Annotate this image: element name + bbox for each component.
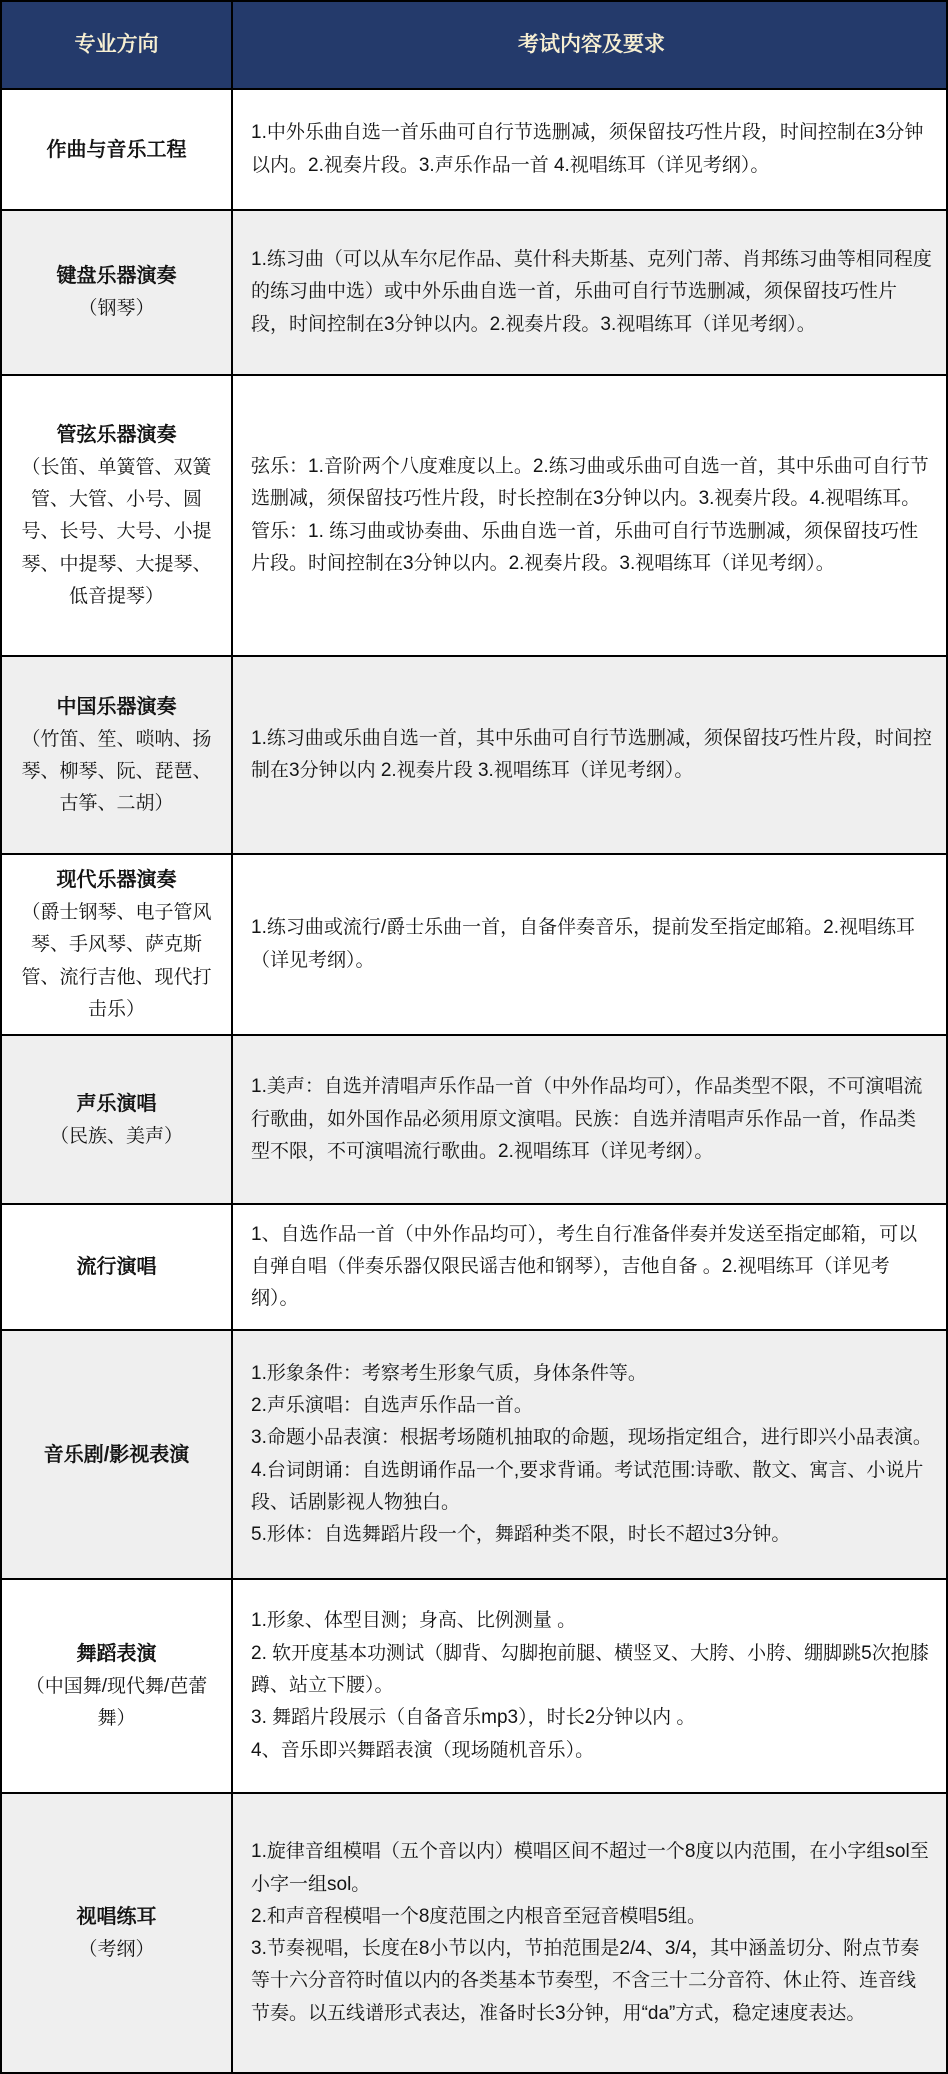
- requirements-cell: [233, 1580, 946, 1792]
- requirement-paragraph: 1.形象条件：考察考生形象气质，身体条件等。: [251, 1362, 647, 1384]
- requirement-paragraph: 1.美声：自选并清唱声乐作品一首（中外作品均可），作品类型不限，不可演唱流行歌曲，如外国作品必须用原文演唱。民族：自选并清唱声乐作品一首，作品类型不限，不可演唱流行歌曲。2.视唱练耳（详见考纲）。: [251, 1076, 923, 1162]
- table-row: [2, 1792, 946, 2072]
- major-title: 现代乐器演奏: [56, 869, 177, 891]
- major-sub: （爵士钢琴、电子管风琴、手风琴、萨克斯管、流行吉他、现代打击乐）: [21, 902, 212, 1020]
- major-cell: [2, 1331, 233, 1578]
- table-row: [2, 1034, 946, 1203]
- column-header-major: 专业方向: [74, 33, 159, 57]
- major-sub: （民族、美声）: [49, 1125, 183, 1147]
- major-cell: [2, 1036, 233, 1203]
- major-title: 音乐剧/影视表演: [43, 1443, 190, 1466]
- table-row: [2, 1329, 946, 1578]
- requirements-cell: [233, 1205, 946, 1329]
- major-sub: （竹笛、笙、唢呐、扬琴、柳琴、阮、琵琶、古筝、二胡）: [21, 728, 212, 815]
- header-cell-content: [233, 2, 946, 88]
- table-row: [2, 374, 946, 655]
- requirements-cell: [233, 1036, 946, 1203]
- major-cell: [2, 1205, 233, 1329]
- major-cell: [2, 90, 233, 209]
- requirement-paragraph: 2.和声音程模唱一个8度范围之内根音至冠音模唱5组。: [251, 1905, 706, 1927]
- major-title: 作曲与音乐工程: [46, 138, 187, 161]
- column-header-content: 考试内容及要求: [518, 33, 665, 57]
- requirement-paragraph: 1.形象、体型目测；身高、比例测量 。: [251, 1610, 577, 1632]
- requirement-paragraph: 管乐：1. 练习曲或协奏曲、乐曲自选一首，乐曲可自行节选删减，须保留技巧性片段。时间控制在3分钟以内。2.视奏片段。3.视唱练耳（详见考纲）。: [251, 520, 919, 574]
- requirement-paragraph: 3.命题小品表演：根据考场随机抽取的命题，现场指定组合，进行即兴小品表演。: [251, 1427, 932, 1449]
- requirement-paragraph: 1.练习曲或流行/爵士乐曲一首，自备伴奏音乐，提前发至指定邮箱。2.视唱练耳（详见考纲）。: [251, 917, 915, 971]
- requirement-paragraph: 5.形体：自选舞蹈片段一个，舞蹈种类不限，时长不超过3分钟。: [251, 1524, 791, 1546]
- major-cell: [2, 376, 233, 655]
- requirements-cell: [233, 1331, 946, 1578]
- requirements-cell: [233, 211, 946, 374]
- requirement-paragraph: 1.中外乐曲自选一首乐曲可自行节选删减，须保留技巧性片段，时间控制在3分钟以内。2.视奏片段。3.声乐作品一首 4.视唱练耳（详见考纲）。: [251, 122, 924, 176]
- major-title: 视唱练耳: [76, 1906, 157, 1929]
- table-row: [2, 853, 946, 1034]
- major-sub: （中国舞/现代舞/芭蕾舞）: [25, 1675, 208, 1730]
- requirements-cell: [233, 376, 946, 655]
- requirement-paragraph: 1.练习曲（可以从车尔尼作品、莫什科夫斯基、克列门蒂、肖邦练习曲等相同程度的练习曲中选）或中外乐曲自选一首，乐曲可自行节选删减，须保留技巧性片段，时间控制在3分钟以内。2.视奏片段。3.视唱练耳（详见考纲）。: [251, 249, 932, 335]
- major-cell: [2, 855, 233, 1034]
- major-title: 键盘乐器演奏: [56, 265, 177, 288]
- major-cell: [2, 1580, 233, 1792]
- major-title: 舞蹈表演: [76, 1642, 157, 1665]
- table-row: [2, 1203, 946, 1329]
- requirement-paragraph: 3.节奏视唱，长度在8小节以内，节拍范围是2/4、3/4，其中涵盖切分、附点节奏等十六分音符时值以内的各类基本节奏型，不含三十二分音符、休止符、连音线节奏。以五线谱形式表达，准备时长3分钟，用“da”方式，稳定速度表达。: [251, 1938, 920, 2024]
- table-row: [2, 88, 946, 209]
- requirements-cell: [233, 1794, 946, 2072]
- requirement-paragraph: 4、音乐即兴舞蹈表演（现场随机音乐）。: [251, 1739, 595, 1761]
- header-cell-major: [2, 2, 233, 88]
- major-cell: [2, 211, 233, 374]
- major-title: 中国乐器演奏: [56, 695, 177, 718]
- major-title: 声乐演唱: [76, 1092, 157, 1115]
- requirement-paragraph: 4.台词朗诵：自选朗诵作品一个,要求背诵。考试范围:诗歌、散文、寓言、小说片段、话剧影视人物独白。: [251, 1459, 924, 1513]
- major-title: 流行演唱: [76, 1256, 157, 1279]
- requirement-paragraph: 1.练习曲或乐曲自选一首，其中乐曲可自行节选删减，须保留技巧性片段，时间控制在3分钟以内 2.视奏片段 3.视唱练耳（详见考纲）。: [251, 727, 932, 781]
- table-header-row: [2, 2, 946, 88]
- requirement-paragraph: 弦乐：1.音阶两个八度难度以上。2.练习曲或乐曲可自选一首，其中乐曲可自行节选删减，须保留技巧性片段，时长控制在3分钟以内。3.视奏片段。4.视唱练耳。: [251, 455, 929, 510]
- table-row: [2, 1578, 946, 1792]
- requirement-paragraph: 3. 舞蹈片段展示（自备音乐mp3），时长2分钟以内 。: [251, 1707, 696, 1729]
- major-sub: （钢琴）: [78, 298, 155, 320]
- major-cell: [2, 657, 233, 853]
- table-row: [2, 655, 946, 853]
- table-row: [2, 209, 946, 374]
- requirement-paragraph: 2. 软开度基本功测试（脚背、勾脚抱前腿、横竖叉、大胯、小胯、绷脚跳5次抱膝蹲、站立下腰）。: [251, 1642, 929, 1697]
- major-cell: [2, 1794, 233, 2072]
- requirements-cell: [233, 855, 946, 1034]
- requirements-cell: [233, 657, 946, 853]
- requirement-paragraph: 1、自选作品一首（中外作品均可），考生自行准备伴奏并发送至指定邮箱，可以自弹自唱（伴奏乐器仅限民谣吉他和钢琴），吉他自备 。2.视唱练耳（详见考纲）。: [251, 1223, 918, 1310]
- requirement-paragraph: 1.旋律音组模唱（五个音以内）模唱区间不超过一个8度以内范围，在小字组sol至小字一组sol。: [251, 1841, 929, 1895]
- requirement-paragraph: 2.声乐演唱：自选声乐作品一首。: [251, 1395, 533, 1417]
- major-title: 管弦乐器演奏: [56, 423, 177, 446]
- major-sub: （考纲）: [78, 1939, 155, 1961]
- major-sub: （长笛、单簧管、双簧管、大管、小号、圆号、长号、大号、小提琴、中提琴、大提琴、低音提琴）: [21, 456, 212, 607]
- requirements-cell: [233, 90, 946, 209]
